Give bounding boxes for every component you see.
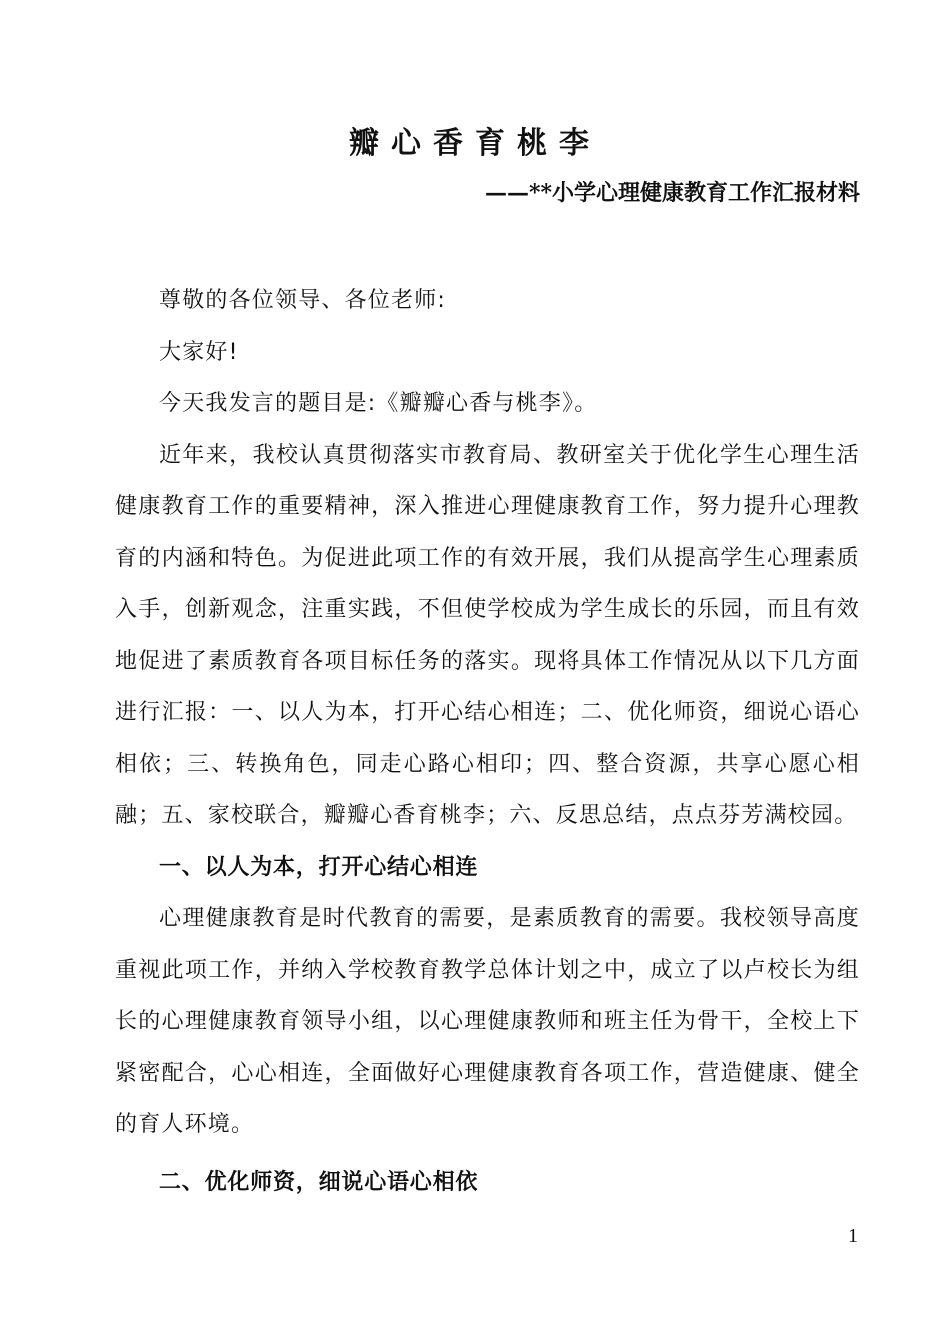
document-subtitle: ——**小学心理健康教育工作汇报材料	[484, 180, 860, 206]
section-heading-2: 二、优化师资，细说心语心相依	[159, 1169, 479, 1195]
page-number: 1	[848, 1225, 858, 1247]
document-body	[115, 275, 860, 1208]
document-title: 瓣心香育桃李	[349, 126, 601, 161]
salutation: 尊敬的各位领导、各位老师:	[159, 288, 447, 313]
speech-topic: 今天我发言的题目是:《瓣瓣心香与桃李》。	[159, 391, 598, 416]
section-heading-1: 一、以人为本，打开心结心相连	[159, 854, 479, 880]
section-1-paragraph: 心理健康教育是时代教育的需要，是素质教育的需要。我校领导高度重视此项工作，并纳入学校教育教学总体计划之中，成立了以卢校长为组长的心理健康教育领导小组，以心理健康教师和班主任为骨干，全校上下紧密配合，心心相连，全面做好心理健康教育各项工作，营造健康、健全的育人环境。	[115, 906, 860, 1137]
intro-paragraph: 近年来，我校认真贯彻落实市教育局、教研室关于优化学生心理生活健康教育工作的重要精神，深入推进心理健康教育工作，努力提升心理教育的内涵和特色。为促进此项工作的有效开展，我们从提高学生心理素质入手，创新观念，注重实践，不但使学校成为学生成长的乐园，而且有效地促进了素质教育各项目标任务的落实。现将具体工作情况从以下几方面进行汇报：一、以人为本，打开心结心相连；二、优化师资，细说心语心相依；三、转换角色，同走心路心相印；四、整合资源，共享心愿心相融；五、家校联合，瓣瓣心香育桃李；六、反思总结，点点芬芳满校园。	[115, 442, 860, 828]
greeting: 大家好!	[159, 339, 239, 365]
